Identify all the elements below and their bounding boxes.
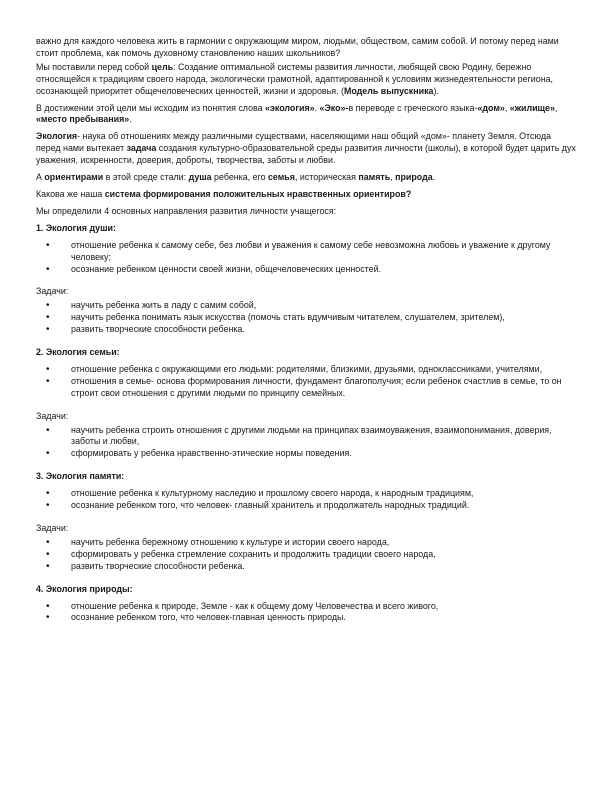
- list-item: • развить творческие способности ребенка.: [36, 561, 576, 573]
- text-span: создания культурно-образовательной среды развития личности (школы), в которой будет царить дух уважения, искренности, доверия, доброты, творчества, заботы и любви.: [36, 143, 576, 166]
- task-term: задача: [126, 143, 157, 154]
- home-term: «дом»: [477, 102, 505, 113]
- memory-term: память: [358, 172, 391, 183]
- list-item: • научить ребенка бережному отношению к культуре и истории своего народа,: [36, 537, 576, 549]
- text-span: : Создание оптимальной системы развития личности, любящей свою Родину, бережно относящейся к традициям своего народа, экологически грамотной, адаптированной к условиям жизнедеятельности региона, осознающей приоритет общечеловеческих ценностей, жизни и здоровья. (: [36, 61, 554, 96]
- directions-intro-paragraph: Мы определили 4 основных направления развития личности учащегося:: [36, 205, 337, 216]
- text-span: - наука об отношениях между различными существами, населяющими наш общий «дом»- планету Земля. Отсюда перед нами вытекает: [36, 131, 551, 154]
- section-heading-memory: 3. Экология памяти:: [36, 471, 125, 482]
- section-soul-tasks-list: [36, 300, 576, 336]
- list-item: • осознание ребенком того, что человек- главный хранитель и продолжатель народных традиций.: [36, 500, 576, 512]
- list-item: • сформировать у ребенка нравственно-этические нормы поведения.: [36, 448, 576, 460]
- system-question-paragraph: [36, 189, 576, 201]
- list-item: • научить ребенка понимать язык искусства (помочь стать вдумчивым читателем, слушателем, зрителем),: [36, 312, 576, 324]
- list-item: • сформировать у ребенка стремление сохранить и продолжить традиции своего народа,: [36, 549, 576, 561]
- text-span: Мы поставили перед собой: [36, 61, 152, 72]
- section-heading-family: 2. Экология семьи:: [36, 347, 120, 358]
- tasks-label: Задачи:: [36, 523, 69, 533]
- ecology-definition-paragraph: [36, 131, 576, 167]
- orientations-term: ориентирами: [44, 172, 104, 183]
- system-term: система формирования положительных нравственных ориентиров?: [104, 188, 412, 199]
- text-span: .: [432, 172, 436, 183]
- text-span: Какова же наша: [36, 188, 105, 199]
- ecology-word-paragraph: [36, 103, 576, 127]
- list-item: • отношения в семье- основа формирования личности, фундамент благополучия; если ребенок счастлив в семье, то он строит свои отношения с другими людьми по принципу семейных.: [36, 376, 576, 400]
- text-span: в переводе с греческого языка-: [348, 102, 478, 113]
- list-item: • осознание ребенком того, что человек-главная ценность природы.: [36, 612, 576, 624]
- text-span: ,: [504, 102, 510, 113]
- section-heading-nature: 4. Экология природы:: [36, 583, 133, 594]
- tasks-label: Задачи:: [36, 286, 69, 297]
- dwelling-term: «жилище»: [509, 102, 555, 113]
- section-heading-soul: 1. Экология души:: [36, 222, 116, 233]
- document-page: [36, 36, 576, 635]
- goal-paragraph: [36, 62, 576, 98]
- family-term: семья: [267, 172, 295, 183]
- goal-term: цель: [151, 61, 174, 72]
- section-nature-list: [36, 601, 576, 625]
- list-item: • отношение ребенка к самому себе, без любви и уважения к самому себе невозможна любовь и уважение к другому человеку;: [36, 240, 576, 264]
- section-family-list: [36, 364, 576, 400]
- intro-paragraph-1: важно для каждого человека жить в гармонии с окружающим миром, людьми, обществом, самим собой. И потому перед нами стоит проблема, как помочь духовному становлению наших школьников?: [36, 36, 559, 58]
- text-span: ,: [554, 102, 558, 113]
- list-item: • отношение ребенка к культурному наследию и прошлому своего народа, к народным традициям,: [36, 488, 576, 500]
- text-span: В достижении этой цели мы исходим из понятия слова: [36, 102, 266, 113]
- text-span: .: [314, 102, 320, 113]
- text-span: ).: [433, 85, 439, 96]
- list-item: • отношение ребенка к природе, Земле - как к общему дому Человечества и всего живого,: [36, 601, 576, 613]
- tasks-label: Задачи:: [36, 410, 69, 421]
- section-soul-list: [36, 240, 576, 276]
- ecology-term: «экология»: [265, 102, 315, 113]
- list-item: • научить ребенка строить отношения с другими людьми на принципах взаимоуважения, взаимопонимания, доверия, заботы и любви,: [36, 425, 576, 449]
- ecology-definition-term: Экология: [36, 131, 78, 142]
- text-span: в этой среде стали:: [103, 172, 189, 183]
- list-item: • научить ребенка жить в ладу с самим собой,: [36, 300, 576, 312]
- soul-term: душа: [188, 172, 212, 183]
- list-item: • отношение ребенка с окружающими его людьми: родителями, близкими, друзьями, одноклассниками, учителями,: [36, 364, 576, 376]
- text-span: .: [129, 114, 132, 125]
- section-family-tasks-list: [36, 425, 576, 461]
- section-memory-list: [36, 488, 576, 512]
- text-span: ,: [390, 172, 396, 183]
- text-span: ребенка, его: [211, 172, 268, 183]
- graduate-model-term: Модель выпускника: [343, 85, 434, 96]
- text-span: , историческая: [294, 172, 359, 183]
- section-memory-tasks-list: [36, 537, 576, 573]
- text-span: А: [36, 172, 45, 183]
- list-item: • развить творческие способности ребенка.: [36, 324, 576, 336]
- eco-term: «Эко»-: [319, 102, 349, 113]
- orientations-paragraph: [36, 172, 576, 184]
- place-term: «место пребывания»: [36, 114, 130, 125]
- nature-term: природа: [395, 172, 433, 183]
- list-item: • осознание ребенком ценности своей жизни, общечеловеческих ценностей.: [36, 264, 576, 276]
